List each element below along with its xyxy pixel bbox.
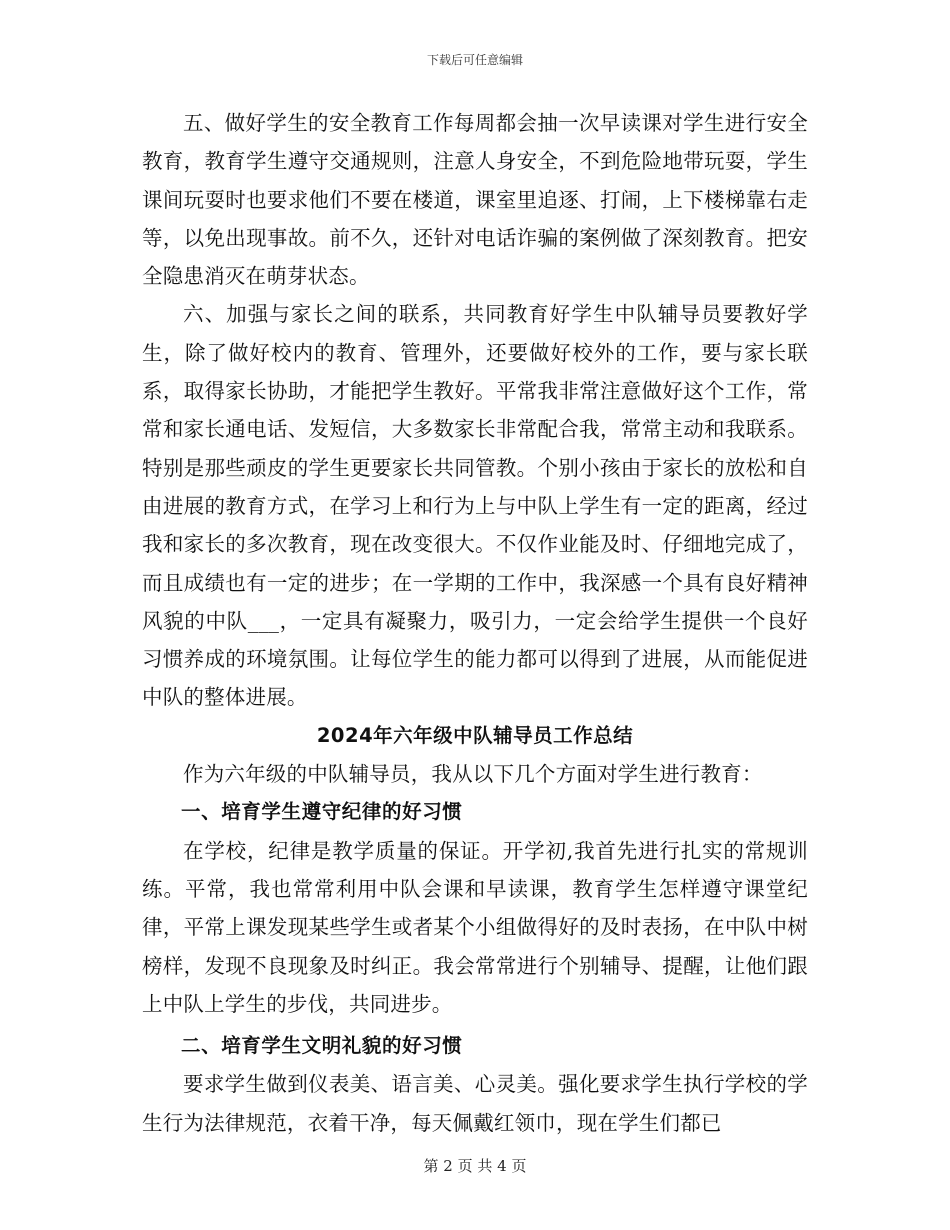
section-heading-courtesy: 二、培育学生文明礼貌的好习惯 bbox=[181, 1034, 463, 1058]
document-title: 2024年六年级中队辅导员工作总结 bbox=[316, 723, 634, 747]
document-body bbox=[142, 104, 808, 1142]
paragraph-courtesy: 要求学生做到仪表美、语言美、心灵美。强化要求学生执行学校的学生行为法律规范，衣着干净，每天佩戴红领巾，现在学生们都已 bbox=[142, 1072, 808, 1135]
paragraph-parent-contact: 六、加强与家长之间的联系，共同教育好学生中队辅导员要教好学生，除了做好校内的教育、管理外，还要做好校外的工作，要与家长联系，取得家长协助，才能把学生教好。平常我非常注意做好这个工作，常常和家长通电话、发短信，大多数家长非常配合我，常常主动和我联系。特别是那些顽皮的学生更要家长共同管教。个别小孩由于家长的放松和自由进展的教育方式，在学习上和行为上与中队上学生有一定的距离，经过我和家长的多次教育，现在改变很大。不仅作业能及时、仔细地完成了，而且成绩也有一定的进步；在一学期的工作中，我深感一个具有良好精神风貌的中队___，一定具有凝聚力，吸引力，一定会给学生提供一个良好习惯养成的环境氛围。让每位学生的能力都可以得到了进展，从而能促进中队的整体进展。 bbox=[142, 302, 808, 710]
section-heading-discipline: 一、培育学生遵守纪律的好习惯 bbox=[181, 800, 463, 824]
page-number: 第 2 页 共 4 页 bbox=[423, 1157, 527, 1175]
paragraph-safety-education: 五、做好学生的安全教育工作每周都会抽一次早读课对学生进行安全教育，教育学生遵守交通规则，注意人身安全，不到危险地带玩耍，学生课间玩耍时也要求他们不要在楼道，课室里追逐、打闹，上下楼梯靠右走等，以免出现事故。前不久，还针对电话诈骗的案例做了深刻教育。把安全隐患消灭在萌芽状态。 bbox=[142, 111, 808, 289]
page-header-note: 下载后可任意编辑 bbox=[426, 53, 523, 67]
paragraph-discipline: 在学校，纪律是教学质量的保证。开学初,我首先进行扎实的常规训练。平常，我也常常利用中队会课和早读课，教育学生怎样遵守课堂纪律，平常上课发现某些学生或者某个小组做得好的及时表扬，在中队中树榜样，发现不良现象及时纠正。我会常常进行个别辅导、提醒，让他们跟上中队上学生的步伐，共同进步。 bbox=[142, 838, 808, 1016]
paragraph-intro: 作为六年级的中队辅导员，我从以下几个方面对学生进行教育： bbox=[183, 762, 763, 787]
